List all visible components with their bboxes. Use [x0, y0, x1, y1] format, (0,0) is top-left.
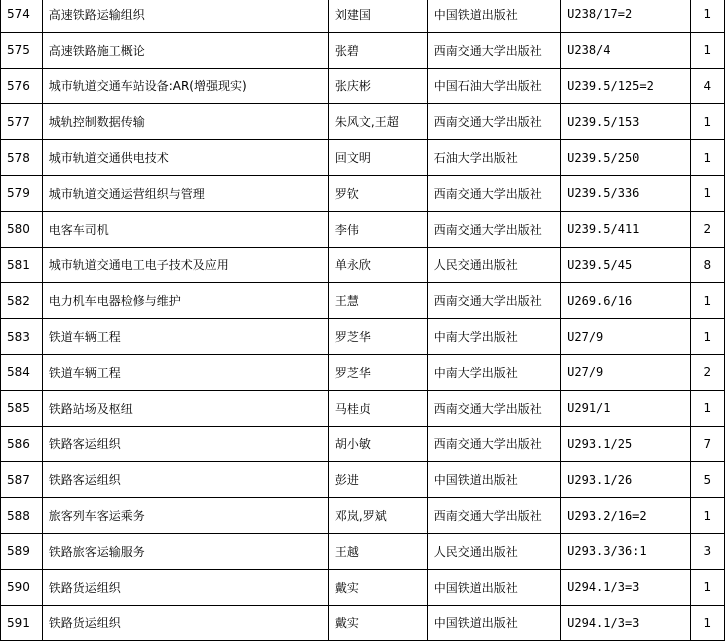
book-author: 王慧: [328, 283, 427, 319]
book-publisher: 西南交通大学出版社: [427, 426, 560, 462]
book-author: 罗芝华: [328, 354, 427, 390]
book-title: 铁路客运组织: [42, 426, 328, 462]
book-author: 邓岚,罗斌: [328, 498, 427, 534]
call-number: U238/4: [561, 32, 691, 68]
table-row: [1, 354, 725, 390]
table-row: [1, 319, 725, 355]
book-title: 高速铁路运输组织: [42, 0, 328, 32]
row-number: 577: [1, 104, 43, 140]
row-number: 579: [1, 175, 43, 211]
copy-count: 4: [690, 68, 724, 104]
table-row: [1, 498, 725, 534]
row-number: 590: [1, 569, 43, 605]
book-author: 戴实: [328, 605, 427, 641]
book-author: 马桂贞: [328, 390, 427, 426]
table-row: [1, 569, 725, 605]
book-publisher: 中国铁道出版社: [427, 569, 560, 605]
call-number: U239.5/250: [561, 140, 691, 176]
book-title: 城市轨道交通供电技术: [42, 140, 328, 176]
book-publisher: 人民交通出版社: [427, 533, 560, 569]
book-publisher: 中国铁道出版社: [427, 462, 560, 498]
book-title: 城市轨道交通运营组织与管理: [42, 175, 328, 211]
row-number: 575: [1, 32, 43, 68]
call-number: U293.1/25: [561, 426, 691, 462]
book-author: 李伟: [328, 211, 427, 247]
table-row: [1, 175, 725, 211]
book-title: 电客车司机: [42, 211, 328, 247]
book-publisher: 西南交通大学出版社: [427, 498, 560, 534]
book-publisher: 西南交通大学出版社: [427, 175, 560, 211]
book-author: 罗芝华: [328, 319, 427, 355]
book-publisher: 中国铁道出版社: [427, 605, 560, 641]
row-number: 588: [1, 498, 43, 534]
book-author: 彭进: [328, 462, 427, 498]
row-number: 589: [1, 533, 43, 569]
copy-count: 1: [690, 319, 724, 355]
book-author: 单永欣: [328, 247, 427, 283]
table-row: [1, 533, 725, 569]
book-author: 胡小敏: [328, 426, 427, 462]
call-number: U291/1: [561, 390, 691, 426]
copy-count: 1: [690, 390, 724, 426]
book-author: 刘建国: [328, 0, 427, 32]
call-number: U239.5/411: [561, 211, 691, 247]
book-title: 电力机车电器检修与维护: [42, 283, 328, 319]
table-row: [1, 605, 725, 641]
book-title: 高速铁路施工概论: [42, 32, 328, 68]
copy-count: 8: [690, 247, 724, 283]
call-number: U238/17=2: [561, 0, 691, 32]
book-publisher: 西南交通大学出版社: [427, 390, 560, 426]
row-number: 580: [1, 211, 43, 247]
book-title: 铁道车辆工程: [42, 319, 328, 355]
book-author: 朱风文,王超: [328, 104, 427, 140]
book-publisher: 中国石油大学出版社: [427, 68, 560, 104]
copy-count: 1: [690, 569, 724, 605]
book-author: 戴实: [328, 569, 427, 605]
book-title: 城市轨道交通电工电子技术及应用: [42, 247, 328, 283]
book-title: 铁路旅客运输服务: [42, 533, 328, 569]
book-author: 张碧: [328, 32, 427, 68]
copy-count: 2: [690, 211, 724, 247]
book-title: 铁道车辆工程: [42, 354, 328, 390]
call-number: U239.5/125=2: [561, 68, 691, 104]
book-author: 罗钦: [328, 175, 427, 211]
copy-count: 1: [690, 0, 724, 32]
call-number: U293.1/26: [561, 462, 691, 498]
copy-count: 1: [690, 140, 724, 176]
book-author: 张庆彬: [328, 68, 427, 104]
table-row: [1, 247, 725, 283]
call-number: U293.3/36:1: [561, 533, 691, 569]
book-title: 铁路站场及枢纽: [42, 390, 328, 426]
call-number: U27/9: [561, 319, 691, 355]
row-number: 586: [1, 426, 43, 462]
table-row: [1, 0, 725, 32]
call-number: U294.1/3=3: [561, 605, 691, 641]
copy-count: 5: [690, 462, 724, 498]
table-row: [1, 68, 725, 104]
book-publisher: 中南大学出版社: [427, 319, 560, 355]
copy-count: 1: [690, 605, 724, 641]
table-row: [1, 426, 725, 462]
table-row: [1, 462, 725, 498]
book-publisher: 西南交通大学出版社: [427, 104, 560, 140]
copy-count: 3: [690, 533, 724, 569]
call-number: U239.5/336: [561, 175, 691, 211]
call-number: U293.2/16=2: [561, 498, 691, 534]
call-number: U239.5/45: [561, 247, 691, 283]
book-title: 旅客列车客运乘务: [42, 498, 328, 534]
copy-count: 1: [690, 104, 724, 140]
book-publisher: 人民交通出版社: [427, 247, 560, 283]
book-publisher: 石油大学出版社: [427, 140, 560, 176]
row-number: 576: [1, 68, 43, 104]
book-title: 铁路货运组织: [42, 569, 328, 605]
book-title: 城市轨道交通车站设备:AR(增强现实): [42, 68, 328, 104]
table-row: [1, 140, 725, 176]
call-number: U269.6/16: [561, 283, 691, 319]
row-number: 581: [1, 247, 43, 283]
row-number: 574: [1, 0, 43, 32]
row-number: 582: [1, 283, 43, 319]
call-number: U27/9: [561, 354, 691, 390]
table-row: [1, 283, 725, 319]
book-author: 王越: [328, 533, 427, 569]
copy-count: 1: [690, 175, 724, 211]
call-number: U239.5/153: [561, 104, 691, 140]
book-publisher: 西南交通大学出版社: [427, 211, 560, 247]
row-number: 585: [1, 390, 43, 426]
table-row: [1, 32, 725, 68]
copy-count: 1: [690, 283, 724, 319]
row-number: 587: [1, 462, 43, 498]
book-publisher: 西南交通大学出版社: [427, 32, 560, 68]
book-list-body: [1, 0, 725, 641]
table-row: [1, 104, 725, 140]
row-number: 583: [1, 319, 43, 355]
table-row: [1, 390, 725, 426]
book-author: 回文明: [328, 140, 427, 176]
table-row: [1, 211, 725, 247]
call-number: U294.1/3=3: [561, 569, 691, 605]
book-publisher: 西南交通大学出版社: [427, 283, 560, 319]
row-number: 584: [1, 354, 43, 390]
row-number: 578: [1, 140, 43, 176]
row-number: 591: [1, 605, 43, 641]
copy-count: 7: [690, 426, 724, 462]
book-publisher: 中国铁道出版社: [427, 0, 560, 32]
book-title: 铁路客运组织: [42, 462, 328, 498]
book-title: 城轨控制数据传输: [42, 104, 328, 140]
copy-count: 2: [690, 354, 724, 390]
book-publisher: 中南大学出版社: [427, 354, 560, 390]
book-title: 铁路货运组织: [42, 605, 328, 641]
copy-count: 1: [690, 32, 724, 68]
copy-count: 1: [690, 498, 724, 534]
